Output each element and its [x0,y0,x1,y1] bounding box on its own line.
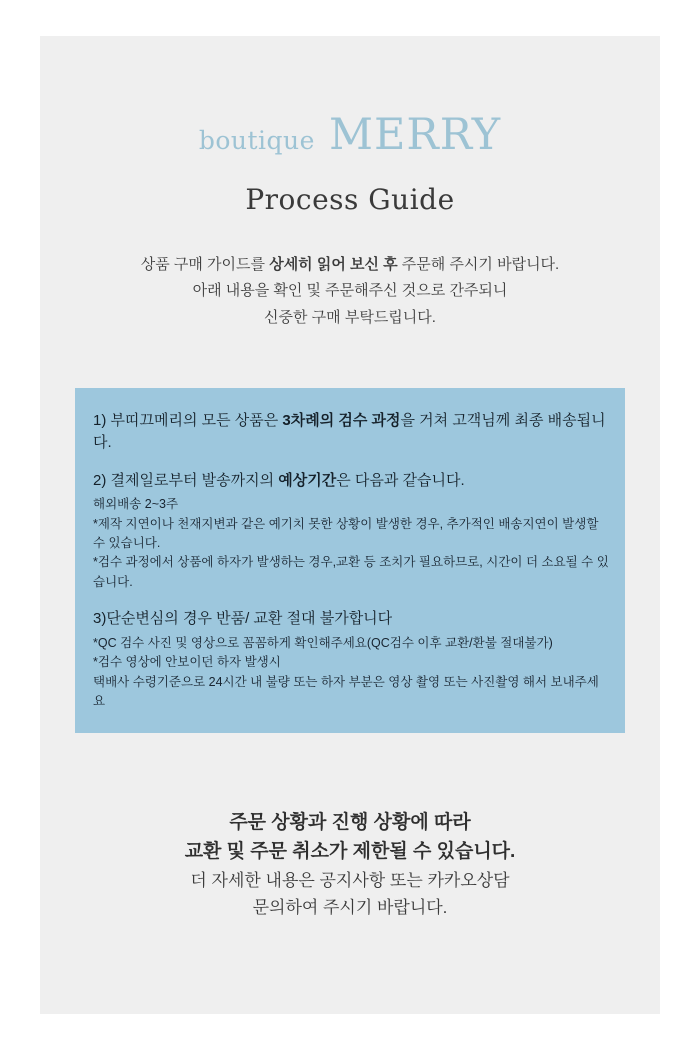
notice-box [75,388,625,733]
footer-note [40,808,660,921]
notice-block-3 [93,608,609,711]
notice-block-2-line-1: 해외배송 2~3주 [93,497,179,512]
notice-block-1 [93,410,609,454]
intro-line-1-part-c: 주문해 주시기 바랍니다. [397,256,560,273]
notice-block-1-heading-a: 1) 부띠끄메리의 모든 상품은 [93,412,283,429]
notice-block-3-line-3: 택배사 수령기준으로 24시간 내 불량 또는 하자 부분은 영상 촬영 또는 사진촬영 해서 보내주세요 [93,674,599,708]
notice-block-1-heading [93,410,609,454]
intro-line-1 [40,252,660,278]
notice-block-2-heading-emphasis: 예상기간 [278,471,337,489]
notice-block-2-line-3: *검수 과정에서 상품에 하자가 발생하는 경우,교환 등 조치가 필요하므로, 시간이 더 소요될 수 있습니다. [93,555,609,589]
footer-line-4: 문의하여 주시기 바랍니다. [252,898,448,918]
notice-block-2-heading-c: 은 다음과 같습니다. [336,471,465,489]
notice-block-2 [93,470,609,593]
notice-block-2-heading [93,470,609,492]
brand-logo [40,110,660,160]
intro-line-2: 아래 내용을 확인 및 주문해주신 것으로 간주되니 [192,282,508,300]
notice-block-3-line-2: *검수 영상에 안보이던 하자 발생시 [93,655,281,670]
intro-line-1-emphasis: 상세히 읽어 보신 후 [269,256,398,273]
notice-block-2-heading-a: 2) 결제일로부터 발송까지의 [93,471,279,489]
footer-line-3: 더 자세한 내용은 공지사항 또는 카카오상담 [190,870,510,890]
notice-block-1-heading-c: 을 거쳐 고객님께 최종 배송됩니다. [93,412,606,451]
page-title: Process Guide [245,183,455,216]
notice-block-2-line-2: *제작 지연이나 천재지변과 같은 예기치 못한 상황이 발생한 경우, 추가적인 배송지연이 발생할 수 있습니다. [93,516,599,550]
footer-line-2: 교환 및 주문 취소가 제한될 수 있습니다. [184,841,516,863]
brand-boutique-text: boutique [198,126,315,155]
brand-merry-text: MERRY [328,110,502,160]
footer-line-1: 주문 상황과 진행 상황에 따라 [229,812,471,833]
notice-block-3-line-1: *QC 검수 사진 및 영상으로 꼼꼼하게 확인해주세요(QC검수 이후 교환/환불 절대불가) [93,635,553,650]
guide-sheet [40,36,660,1014]
intro-paragraph [40,252,660,331]
intro-line-3: 신중한 구매 부탁드립니다. [264,308,436,326]
intro-line-1-part-a: 상품 구매 가이드를 [140,256,270,273]
notice-block-3-heading: 3)단순변심의 경우 반품/ 교환 절대 불가합니다 [93,610,393,628]
notice-block-1-heading-emphasis: 3차례의 검수 과정 [282,412,401,429]
